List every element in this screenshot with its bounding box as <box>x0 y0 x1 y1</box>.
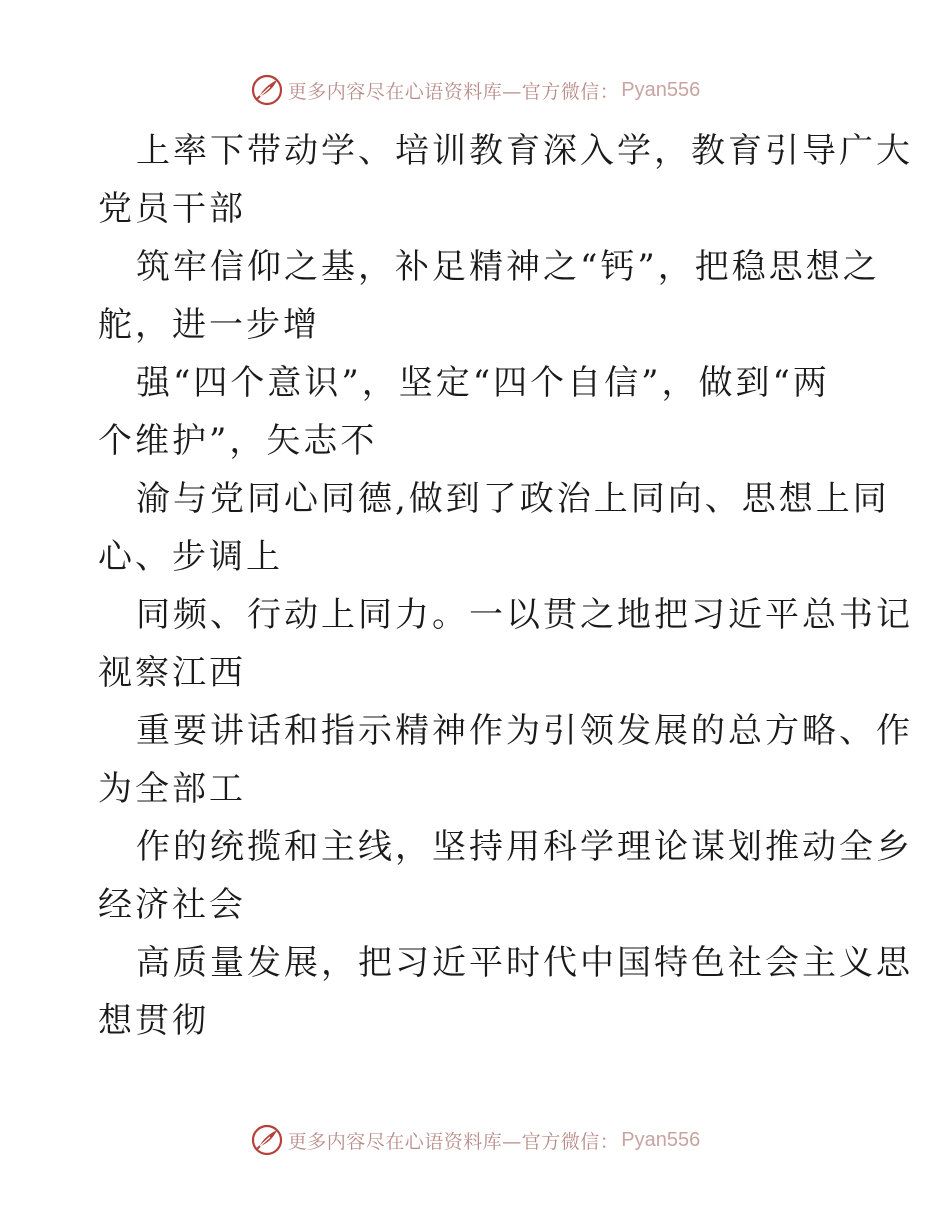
text-line: 强“四个意识”，坚定“四个自信”，做到“两 <box>136 363 830 403</box>
watermark-text: 更多内容尽在心语资料库—官方微信： <box>287 80 620 103</box>
text-line: 个维护”，矢志不 <box>98 421 378 461</box>
text-line: 高质量发展，把习近平时代中国特色社会主义思 <box>136 943 913 983</box>
text-line: 筑牢信仰之基，补足精神之“钙”，把稳思想之 <box>136 247 880 287</box>
text-line: 上率下带动学、培训教育深入学，教育引导广大 <box>136 131 913 171</box>
text-line: 重要讲话和指示精神作为引领发展的总方略、作 <box>136 711 913 751</box>
text-line: 经济社会 <box>98 885 246 925</box>
feather-pen-icon <box>250 73 284 107</box>
document-body <box>98 122 913 1050</box>
text-line: 心、步调上 <box>98 537 283 577</box>
text-line: 渝与党同心同德,做到了政治上同向、思想上同 <box>136 479 890 519</box>
text-line: 视察江西 <box>98 653 246 693</box>
text-line: 想贯彻 <box>98 1001 209 1041</box>
text-line: 党员干部 <box>98 189 246 229</box>
watermark-text: 更多内容尽在心语资料库—官方微信： <box>287 1130 620 1153</box>
footer-watermark-banner <box>0 1120 950 1160</box>
text-line: 同频、行动上同力。一以贯之地把习近平总书记 <box>136 595 913 635</box>
text-line: 为全部工 <box>98 769 246 809</box>
text-line: 舵，进一步增 <box>98 305 320 345</box>
text-line: 作的统揽和主线，坚持用科学理论谋划推动全乡 <box>136 827 913 867</box>
feather-pen-icon <box>250 1123 284 1157</box>
header-watermark-banner <box>0 70 950 110</box>
wechat-handle: Pyan556 <box>621 78 701 101</box>
wechat-handle: Pyan556 <box>621 1128 701 1151</box>
